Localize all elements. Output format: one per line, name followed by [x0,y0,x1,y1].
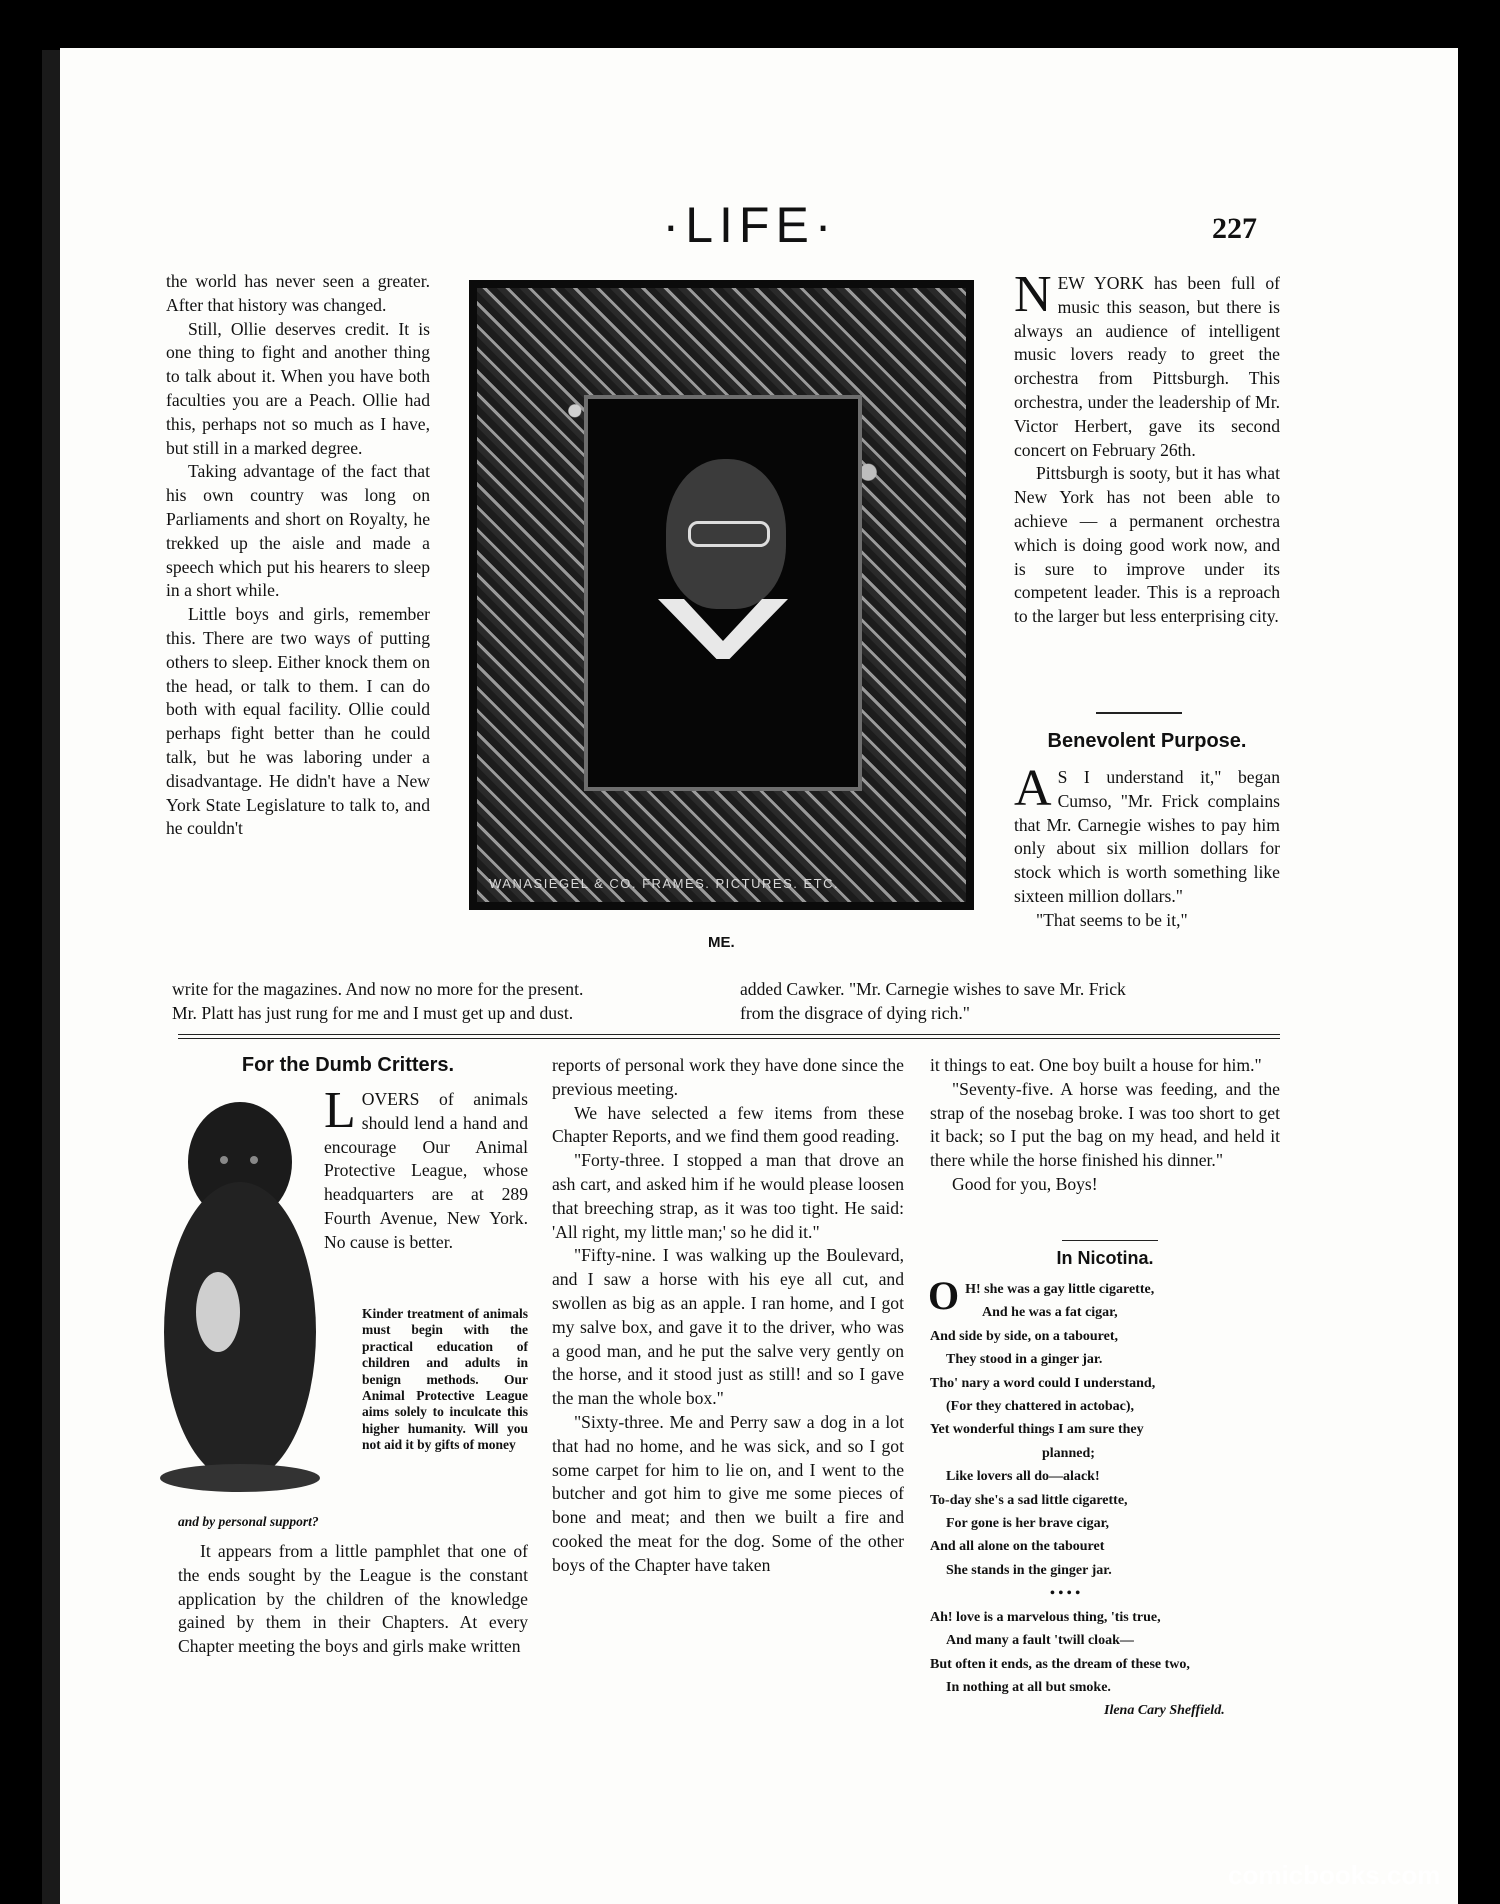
section-divider [1062,1240,1158,1241]
paragraph: Pittsburgh is sooty, but it has what New York has not been able to achieve — a permanent orchestra which is doing good work now, and is sure to improve under its competent leader. This is a reproach to the larger but less enterprising city. [1014,463,1280,627]
poem-line: They stood in a ginger jar. [946,1352,1103,1368]
column-right-top [1014,266,1280,629]
drop-cap: A [1014,760,1052,817]
critters-body [178,1540,528,1659]
drop-cap: N [1014,266,1052,323]
poem-line: Ah! love is a marvelous thing, 'tis true, [930,1609,1161,1625]
poem-line: (For they chattered in actobac), [946,1399,1135,1415]
paragraph: It appears from a little pamphlet that one of the ends sought by the League is the constant application by the children of the knowledge gained by them in their Chapters. At every Chapter meeting the boys and girls make written [178,1541,528,1657]
binding-spine [42,50,62,1904]
drop-cap: L [324,1082,356,1139]
poem-line: H! she was a gay little cigarette, [965,1282,1155,1297]
watermark: comicbooks.com [1228,1860,1441,1890]
poem-line: She stands in the ginger jar. [946,1562,1112,1578]
poem-line: planned; [1042,1445,1095,1461]
framed-portrait [469,280,974,910]
portrait-glasses [688,521,770,547]
benevolent-title: Benevolent Purpose. [1047,730,1247,752]
paragraph-line: write for the magazines. And now no more for the present. [172,979,584,999]
paragraph: Still, Ollie deserves credit. It is one thing to fight and another thing to talk about it. When you have both faculties you are a Peach. Ollie had this, perhaps not so much as I have, but still in a marked degree. [166,318,430,458]
paragraph-line: Mr. Platt has just rung for me and I must get up and dust. [172,1002,574,1023]
paragraph: reports of personal work they have done since the previous meeting. [552,1055,904,1099]
paragraph: OVERS of animals should lend a hand and encourage Our Animal Protective League, whose headquarters are at 289 Fourth Avenue, New York. No cause is better. [324,1089,528,1252]
drop-cap: O [928,1273,960,1318]
portrait-panel [584,395,862,791]
column-right-bottom [930,1054,1280,1197]
benevolent-body [1014,760,1280,933]
paragraph: Little boys and girls, remember this. There are two ways of putting others to sleep. Either knock them on the head, or talk to them. I can do both with equal facility. Ollie could perhaps fight better than he could talk, but he was laboring under a disadvantage. He didn't have a New York State Legislature to talk to, and he couldn't [166,604,430,839]
poem-line: But often it ends, as the dream of these two, [930,1656,1190,1672]
poem-line: And many a fault 'twill cloak— [946,1633,1134,1649]
paragraph: "Sixty-three. Me and Perry saw a dog in a lot that had no home, and he was sick, and so I got some carpet for him to lie on, and I went to the butcher and got him to give me some pieces of bone and meat; and then we built a fire and cooked the meat for the dog. Some of the other boys of the Chapter have taken [552,1411,904,1575]
poem-line: In nothing at all but smoke. [946,1679,1111,1695]
horizontal-rule [178,1038,1280,1039]
paragraph: "Forty-three. I stopped a man that drove an ash cart, and asked him if he would please loosen that breeching strap, as it was too tight. He said: 'All right, my little man;' so he did it." [552,1150,904,1242]
poem-line: Like lovers all do—alack! [946,1469,1100,1485]
paragraph: the world has never seen a greater. After that history was changed. [166,271,430,315]
paragraph: Good for you, Boys! [952,1173,1098,1194]
dog-photo [158,1082,322,1496]
benevolent-tail [740,978,1280,1026]
poem-separator: • • • • [1050,1586,1081,1602]
poem-title: In Nicotina. [1056,1248,1154,1268]
paragraph-line: added Cawker. "Mr. Carnegie wishes to save Mr. Frick [740,979,1126,999]
poem [928,1273,1294,1723]
critters-note-end: and by personal support? [178,1514,319,1529]
picture-caption: ME. [708,934,735,951]
poem-line: For gone is her brave cigar, [946,1516,1110,1532]
poem-line: And side by side, on a tabouret, [930,1328,1119,1344]
critters-intro [324,1082,528,1255]
poem-author: Ilena Cary Sheffield. [1104,1703,1225,1719]
section-divider [1096,712,1182,714]
paragraph: "Seventy-five. A horse was feeding, and the strap of the nosebag broke. I was too short to get it back; so I put the bag on my head, and held it there while the horse finished his dinner." [930,1078,1280,1171]
horizontal-rule [178,1034,1280,1035]
frame-maker-text: WANASIEGEL & CO. FRAMES. PICTURES. ETC. [489,876,840,891]
page-number: 227 [1212,212,1257,245]
poem-line: Tho' nary a word could I understand, [930,1375,1156,1391]
paragraph-line: from the disgrace of dying rich." [740,1002,970,1023]
poem-line: And he was a fat cigar, [982,1305,1118,1321]
masthead-title: ·LIFE· [662,197,838,253]
paragraph: EW YORK has been full of music this season, but there is always an audience of intelligent music lovers ready to greet the orchestra from Pittsburgh. This orchestra, under the leadership of Mr. Victor Herbert, gave its second concert on February 26th. [1014,273,1280,460]
paragraph: We have selected a few items from these Chapter Reports, and we find them good reading. [552,1102,904,1147]
poem-line: Yet wonderful things I am sure they [930,1422,1144,1438]
column-left-tail [172,978,730,1026]
paragraph: Taking advantage of the fact that his own country was long on Parliaments and short on Royalty, he trekked up the aisle and made a speech which put his hearers to sleep in a short while. [166,461,430,601]
paragraph: "Fifty-nine. I was walking up the Boulevard, and I saw a horse with his eye all cut, and swollen as big as an apple. I ran home, and I got my salve box, and gave it to the driver, who was a good man, and he put the salve very gently on the horse, and it stood just as still! and so I gave the man the whole box." [552,1245,904,1409]
critters-title: For the Dumb Critters. [241,1054,455,1076]
page-header [0,196,1500,256]
column-left-top [166,270,430,841]
column-middle [552,1054,904,1578]
paragraph: "That seems to be it," [1036,909,1188,930]
poem-line: And all alone on the tabouret [930,1539,1105,1555]
paragraph: S I understand it," began Cumso, "Mr. Frick complains that Mr. Carnegie wishes to pay him only about six million dollars for stock which is worth something like sixteen million dollars." [1014,767,1280,906]
critters-note: Kinder treatment of animals must begin with the practical education of children and adults in benign methods. Our Animal Protective League aims solely to inculcate this higher humanity. Will you not aid it by gifts of money [362,1306,528,1453]
paragraph: it things to eat. One boy built a house for him." [930,1055,1262,1075]
poem-line: To-day she's a sad little cigarette, [930,1492,1128,1508]
